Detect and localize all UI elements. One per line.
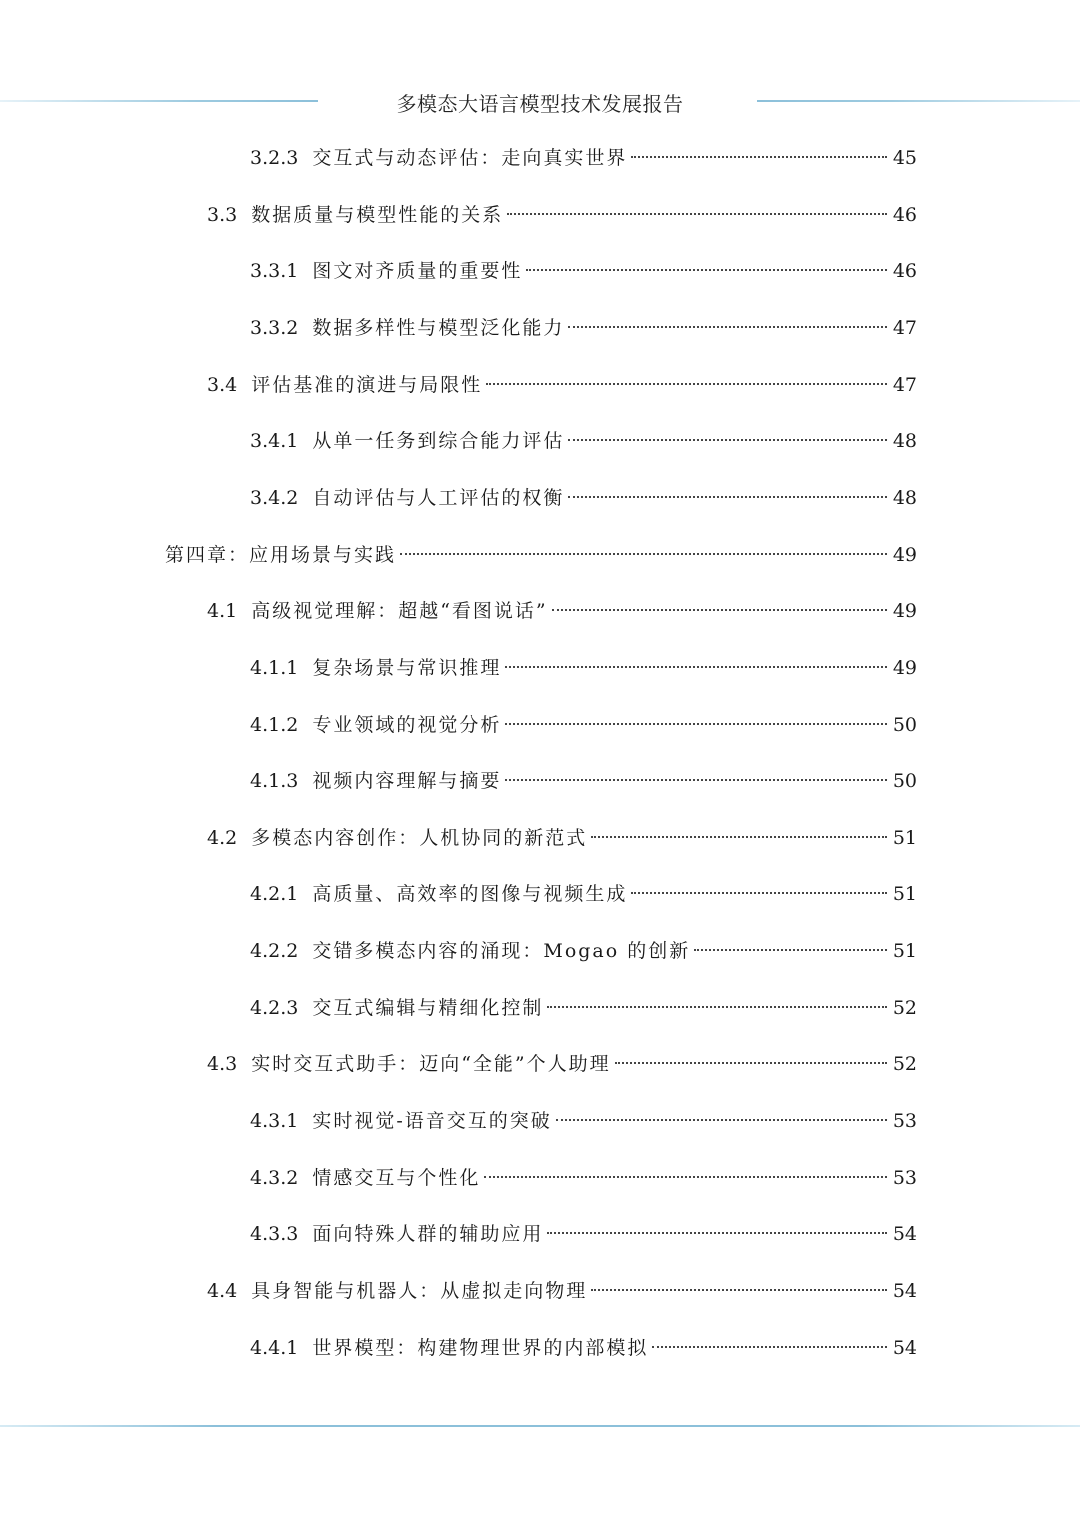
toc-page-number: 51: [892, 940, 917, 962]
toc-entry-title: 具身智能与机器人：从虚拟走向物理: [251, 1280, 588, 1302]
toc-page-number: 47: [892, 317, 917, 339]
toc-dot-leader: [591, 1289, 887, 1291]
page-header-title: 多模态大语言模型技术发展报告: [396, 92, 684, 116]
toc-entry-title: 实时交互式助手：迈向“全能”个人助理: [251, 1053, 611, 1075]
toc-entry[interactable]: [207, 1276, 917, 1306]
toc-entry-title: 自动评估与人工评估的权衡: [312, 487, 565, 509]
toc-dot-leader: [568, 326, 887, 328]
toc-page-number: 46: [892, 260, 917, 282]
toc-entry-number: 4.1: [207, 600, 238, 622]
toc-entry-title: 交互式编辑与精细化控制: [312, 997, 544, 1019]
toc-page-number: 52: [892, 997, 917, 1019]
toc-page-number: 51: [892, 883, 917, 905]
toc-dot-leader: [526, 269, 887, 271]
toc-entry[interactable]: [207, 370, 917, 400]
toc-entry-number: 4.1.3: [250, 770, 299, 792]
toc-dot-leader: [507, 213, 887, 215]
toc-entry-title: 面向特殊人群的辅助应用: [312, 1223, 544, 1245]
toc-page-number: 54: [892, 1337, 917, 1359]
toc-entry-title: 世界模型：构建物理世界的内部模拟: [312, 1337, 649, 1359]
toc-entry-title: 视频内容理解与摘要: [312, 770, 502, 792]
toc-entry-title: 数据多样性与模型泛化能力: [312, 317, 565, 339]
toc-dot-leader: [568, 496, 887, 498]
toc-dot-leader: [505, 666, 887, 668]
toc-entry-number: 4.3.2: [250, 1167, 299, 1189]
toc-entry[interactable]: [250, 143, 917, 173]
toc-entry-number: 3.3.2: [250, 317, 299, 339]
toc-entry-number: 4.1.1: [250, 657, 299, 679]
toc-entry-number: 4.3.3: [250, 1223, 299, 1245]
toc-page-number: 49: [892, 544, 917, 566]
toc-dot-leader: [400, 553, 887, 555]
toc-entry-title: 第四章：应用场景与实践: [165, 544, 397, 566]
toc-entry[interactable]: [250, 483, 917, 513]
footer-rule: [0, 1425, 1080, 1427]
toc-dot-leader: [694, 949, 887, 951]
toc-dot-leader: [615, 1062, 887, 1064]
toc-entry-number: 4.3: [207, 1053, 238, 1075]
toc-entry[interactable]: [207, 823, 917, 853]
toc-entry-number: 3.4: [207, 374, 238, 396]
toc-dot-leader: [484, 1176, 887, 1178]
toc-entry-number: 4.2.1: [250, 883, 299, 905]
toc-entry-number: 3.4.2: [250, 487, 299, 509]
toc-entry[interactable]: [250, 426, 917, 456]
toc-dot-leader: [547, 1232, 887, 1234]
toc-entry-title: 评估基准的演进与局限性: [251, 374, 483, 396]
toc-entry[interactable]: [250, 653, 917, 683]
toc-dot-leader: [486, 383, 887, 385]
toc-page-number: 48: [892, 430, 917, 452]
toc-entry[interactable]: [250, 710, 917, 740]
toc-entry[interactable]: [250, 936, 917, 966]
toc-entry-title: 高质量、高效率的图像与视频生成: [312, 883, 628, 905]
toc-page-number: 47: [892, 374, 917, 396]
toc-entry-number: 4.4: [207, 1280, 238, 1302]
toc-entry-number: 3.4.1: [250, 430, 299, 452]
toc-dot-leader: [568, 439, 887, 441]
toc-page-number: 50: [892, 770, 917, 792]
toc-entry-title: 情感交互与个性化: [312, 1167, 481, 1189]
toc-entry-title: 实时视觉-语音交互的突破: [312, 1110, 552, 1132]
toc-page-number: 48: [892, 487, 917, 509]
toc-entry-title: 数据质量与模型性能的关系: [251, 204, 504, 226]
toc-entry-title: 交错多模态内容的涌现：Mogao 的创新: [312, 940, 691, 962]
toc-page-number: 49: [892, 657, 917, 679]
toc-entry-number: 4.2.3: [250, 997, 299, 1019]
toc-page-number: 50: [892, 714, 917, 736]
toc-page-number: 45: [892, 147, 917, 169]
toc-dot-leader: [505, 779, 887, 781]
toc-entry-title: 多模态内容创作：人机协同的新范式: [251, 827, 588, 849]
toc-entry[interactable]: [250, 256, 917, 286]
toc-dot-leader: [652, 1346, 887, 1348]
toc-page-number: 51: [892, 827, 917, 849]
toc-entry[interactable]: [250, 1219, 917, 1249]
header-rule-left: [0, 100, 318, 102]
toc-entry[interactable]: [207, 1049, 917, 1079]
toc-entry-number: 3.3: [207, 204, 238, 226]
toc-entry[interactable]: [250, 313, 917, 343]
toc-entry-number: 3.3.1: [250, 260, 299, 282]
toc-entry-title: 高级视觉理解：超越“看图说话”: [251, 600, 548, 622]
toc-entry-number: 4.2.2: [250, 940, 299, 962]
toc-entry-number: 4.1.2: [250, 714, 299, 736]
toc-page-number: 54: [892, 1223, 917, 1245]
toc-page-number: 54: [892, 1280, 917, 1302]
toc-entry[interactable]: [250, 1106, 917, 1136]
toc-entry[interactable]: [250, 1333, 917, 1363]
toc-page-number: 46: [892, 204, 917, 226]
header-rule-right: [757, 100, 1080, 102]
toc-entry[interactable]: [250, 766, 917, 796]
toc-dot-leader: [631, 156, 887, 158]
toc-entry-title: 交互式与动态评估：走向真实世界: [312, 147, 628, 169]
toc-entry-number: 4.3.1: [250, 1110, 299, 1132]
toc-entry-title: 从单一任务到综合能力评估: [312, 430, 565, 452]
toc-page-number: 52: [892, 1053, 917, 1075]
toc-page-number: 53: [892, 1110, 917, 1132]
toc-page-number: 49: [892, 600, 917, 622]
toc-chapter-entry[interactable]: [165, 540, 917, 570]
toc-dot-leader: [631, 892, 887, 894]
toc-entry[interactable]: [250, 1163, 917, 1193]
toc-entry-number: 4.2: [207, 827, 238, 849]
toc-dot-leader: [556, 1119, 887, 1121]
toc-dot-leader: [552, 609, 887, 611]
toc-page-number: 53: [892, 1167, 917, 1189]
toc-entry-title: 专业领域的视觉分析: [312, 714, 502, 736]
toc-entry[interactable]: [250, 993, 917, 1023]
toc-dot-leader: [547, 1006, 887, 1008]
toc-entry[interactable]: [207, 596, 917, 626]
toc-entry[interactable]: [207, 200, 917, 230]
toc-dot-leader: [505, 723, 887, 725]
toc-entry-number: 4.4.1: [250, 1337, 299, 1359]
toc-entry-title: 复杂场景与常识推理: [312, 657, 502, 679]
toc-entry-number: 3.2.3: [250, 147, 299, 169]
toc-dot-leader: [591, 836, 887, 838]
toc-entry[interactable]: [250, 879, 917, 909]
toc-entry-title: 图文对齐质量的重要性: [312, 260, 523, 282]
